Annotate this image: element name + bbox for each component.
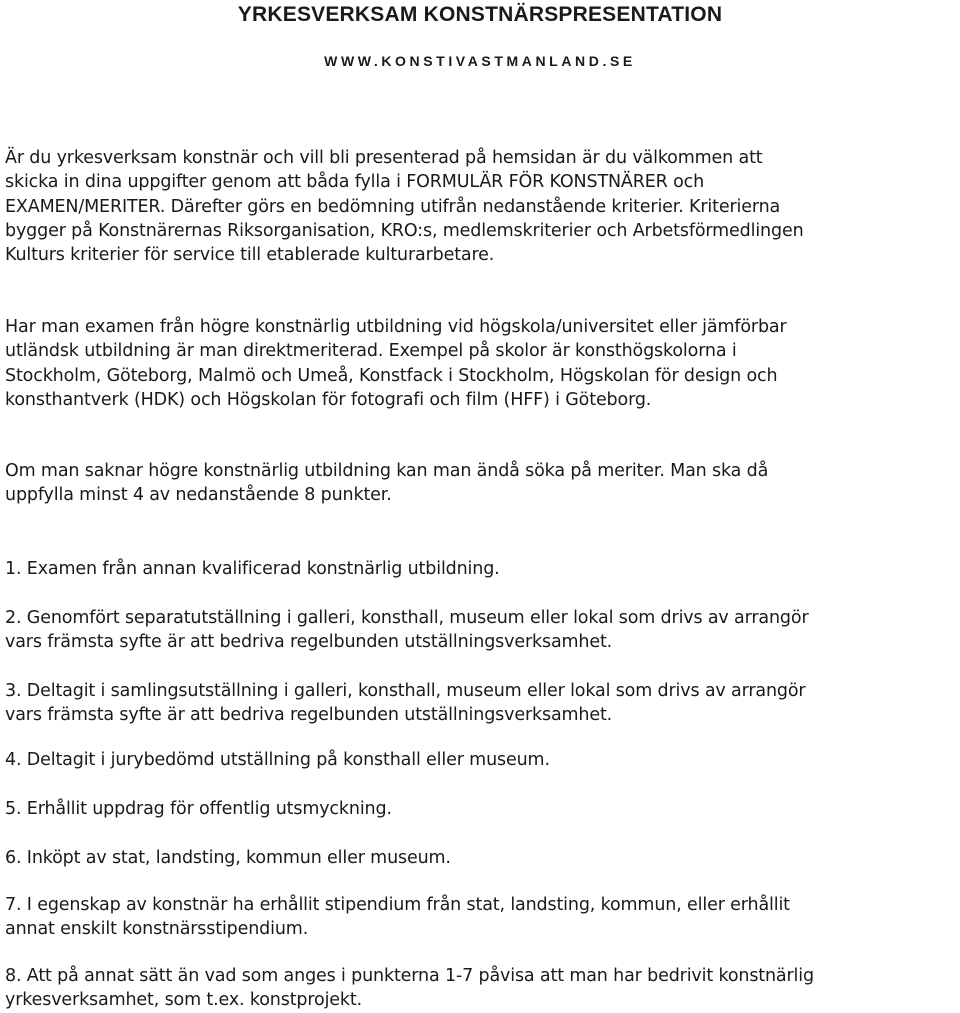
criterion-line: 2. Genomfört separatutställning i galleri, konsthall, museum eller lokal som drivs av arrangör bbox=[5, 608, 809, 628]
education-line: Har man examen från högre konstnärlig utbildning vid högskola/universitet eller jämförbar bbox=[5, 317, 787, 337]
criterion-item-7 bbox=[5, 893, 960, 942]
criterion-item-6 bbox=[5, 846, 960, 870]
merits-intro-line: uppfylla minst 4 av nedanstående 8 punkter. bbox=[5, 485, 392, 506]
criterion-line: 5. Erhållit uppdrag för offentlig utsmyckning. bbox=[5, 799, 392, 819]
criterion-line: 3. Deltagit i samlingsutställning i galleri, konsthall, museum eller lokal som drivs av arrangör bbox=[5, 681, 806, 701]
criterion-line: vars främsta syfte är att bedriva regelbunden utställningsverksamhet. bbox=[5, 632, 613, 653]
criterion-item-1 bbox=[5, 557, 960, 581]
intro-line: bygger på Konstnärernas Riksorganisation, KRO:s, medlemskriterier och Arbetsförmedlingen bbox=[5, 220, 804, 241]
education-line: Stockholm, Göteborg, Malmö och Umeå, Konstfack i Stockholm, Högskolan för design och bbox=[5, 365, 778, 386]
criterion-line: vars främsta syfte är att bedriva regelbunden utställningsverksamhet. bbox=[5, 705, 613, 726]
criterion-line: 1. Examen från annan kvalificerad konstnärlig utbildning. bbox=[5, 559, 500, 579]
document-title: YRKESVERKSAM KONSTNÄRSPRESENTATION bbox=[237, 3, 723, 26]
criterion-item-4 bbox=[5, 748, 960, 772]
criterion-line: 4. Deltagit i jurybedömd utställning på konsthall eller museum. bbox=[5, 750, 550, 770]
criterion-line: annat enskilt konstnärsstipendium. bbox=[5, 919, 309, 940]
merits-intro-line: Om man saknar högre konstnärlig utbildning kan man ändå söka på meriter. Man ska då bbox=[5, 461, 769, 481]
intro-paragraph bbox=[5, 146, 960, 267]
criterion-line: 8. Att på annat sätt än vad som anges i punkterna 1-7 påvisa att man har bedrivit konstnärlig bbox=[5, 966, 814, 986]
education-line: utländsk utbildning är man direktmeriterad. Exempel på skolor är konsthögskolorna i bbox=[5, 341, 737, 362]
intro-line: skicka in dina uppgifter genom att båda fylla i FORMULÄR FÖR KONSTNÄRER och bbox=[5, 172, 705, 193]
education-paragraph bbox=[5, 315, 960, 412]
criterion-item-8 bbox=[5, 964, 960, 1013]
criterion-line: 6. Inköpt av stat, landsting, kommun eller museum. bbox=[5, 848, 451, 868]
merits-intro-paragraph bbox=[5, 459, 960, 508]
criterion-item-5 bbox=[5, 797, 960, 821]
website-address: WWW.KONSTIVASTMANLAND.SE bbox=[324, 53, 636, 69]
intro-line: EXAMEN/MERITER. Därefter görs en bedömning utifrån nedanstående kriterier. Kriterierna bbox=[5, 196, 781, 217]
criterion-line: yrkesverksamhet, som t.ex. konstprojekt. bbox=[5, 990, 363, 1011]
criterion-item-2 bbox=[5, 606, 960, 655]
criterion-line: 7. I egenskap av konstnär ha erhållit stipendium från stat, landsting, kommun, eller erhållit bbox=[5, 895, 790, 915]
criterion-item-3 bbox=[5, 679, 960, 728]
intro-line: Kulturs kriterier för service till etablerade kulturarbetare. bbox=[5, 245, 495, 266]
intro-line: Är du yrkesverksam konstnär och vill bli presenterad på hemsidan är du välkommen att bbox=[5, 148, 763, 168]
education-line: konsthantverk (HDK) och Högskolan för fotografi och film (HFF) i Göteborg. bbox=[5, 389, 652, 410]
